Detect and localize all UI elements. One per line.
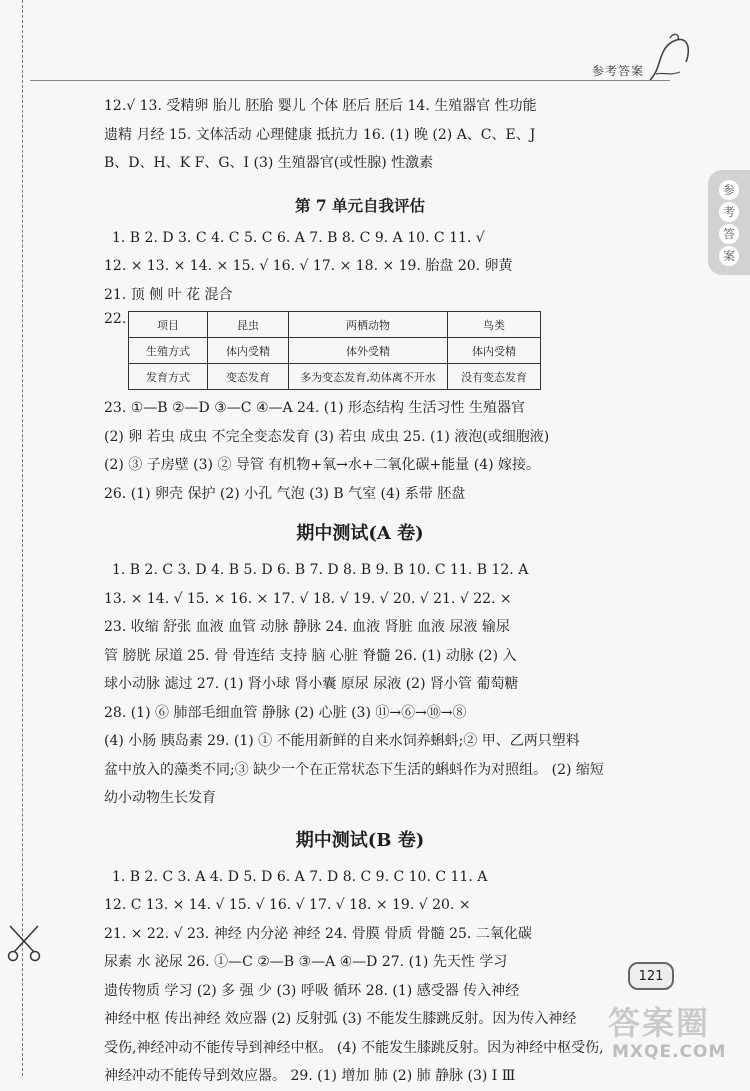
table-cell: 生殖方式 [129,338,208,364]
table-header-cell: 昆虫 [208,312,289,338]
side-tab-char: 案 [719,246,739,266]
table-header-cell: 两栖动物 [289,312,448,338]
answer-line: 12. C 13. × 14. √ 15. √ 16. √ 17. √ 18. × 19. √ 20. × [104,897,471,913]
side-tab-char: 答 [719,224,739,244]
table-header-cell: 项目 [129,312,208,338]
header-label: 参考答案 [592,64,645,78]
answer-line: 尿素 水 泌尿 26. ①—C ②—B ③—A ④—D 27. (1) 先天性 学习 [104,954,508,970]
watermark-logo: 答案圈 [608,1004,711,1042]
midterm-a-section [104,512,616,813]
section-title: 第 7 单元自我评估 [294,195,426,215]
answer-line: B、D、H、K F、G、I (3) 生殖器官(或性腺) 性激素 [104,155,434,171]
answer-line: 21. × 22. √ 23. 神经 内分泌 神经 24. 骨膜 骨质 骨髓 25. 二氧化碳 [104,925,532,942]
answer-line: 神经冲动不能传导到效应器。 29. (1) 增加 肺 (2) 肺 静脉 (3) Ⅰ Ⅲ [104,1068,516,1084]
table-cell: 变态发育 [208,364,289,390]
table-header-cell: 鸟类 [448,312,541,338]
page-number: 121 [628,962,674,990]
answer-line: (4) 小肠 胰岛素 29. (1) ① 不能用新鲜的自来水饲养蝌蚪;② 甲、乙两只塑料 [104,733,580,749]
answer-content [104,92,616,1091]
table-cell: 体外受精 [289,338,448,364]
table-row [129,364,541,390]
answer-line: 28. (1) ⑥ 肺部毛细血管 静脉 (2) 心脏 (3) ⑪→⑥→⑩→⑧ [104,704,467,721]
decorative-swirl-icon [640,28,700,88]
side-tab-char: 参 [719,180,739,200]
table-cell: 体内受精 [448,338,541,364]
prev-block [104,92,616,178]
answer-line: 幼小动物生长发育 [104,790,216,806]
answer-line: 12. × 13. × 14. × 15. √ 16. √ 17. × 18. × 19. 胎盘 20. 卵黄 [104,258,513,274]
answer-line: 盆中放入的藻类不同;③ 缺少一个在正常状态下生活的蝌蚪作为对照组。 (2) 缩短 [104,761,604,778]
comparison-table [128,311,541,390]
table-row [129,338,541,364]
table-cell: 发育方式 [129,364,208,390]
answer-line: 26. (1) 卵壳 保护 (2) 小孔 气泡 (3) B 气室 (4) 系带 胚盘 [104,485,466,502]
question-number: 22. [104,311,127,327]
answer-line: 1. B 2. C 3. D 4. B 5. D 6. B 7. D 8. B 9. B 10. C 11. B 12. A [112,562,529,578]
table-header-row [129,312,541,338]
answer-line: 遗传物质 学习 (2) 多 强 少 (3) 呼吸 循环 28. (1) 感受器 传入神经 [104,982,520,999]
answer-line: 21. 顶 侧 叶 花 混合 [104,286,233,303]
answer-line: 1. B 2. D 3. C 4. C 5. C 6. A 7. B 8. C 9. A 10. C 11. √ [112,229,485,246]
section-title: 期中测试(A 卷) [296,523,424,544]
unit7-section [104,188,616,509]
section-title: 期中测试(B 卷) [295,829,425,851]
answer-line: 12.√ 13. 受精卵 胎儿 胚胎 婴儿 个体 胚后 胚后 14. 生殖器官 性功能 [104,98,537,114]
header-rule [30,80,670,81]
answer-line: 1. B 2. C 3. A 4. D 5. D 6. A 7. D 8. C 9. C 10. C 11. A [112,868,488,885]
answer-line: 球小动脉 滤过 27. (1) 肾小球 肾小囊 原尿 尿液 (2) 肾小管 葡萄糖 [104,676,519,692]
answer-line: (2) 卵 若虫 成虫 不完全变态发育 (3) 若虫 成虫 25. (1) 液泡(或细胞液) [104,428,550,445]
answer-line: 23. ①—B ②—D ③—C ④—A 24. (1) 形态结构 生活习性 生殖器官 [104,400,525,416]
side-tab-char: 考 [719,202,739,222]
answer-line: (2) ③ 子房壁 (3) ② 导管 有机物+氧→水+二氧化碳+能量 (4) 嫁接。 [104,457,541,473]
table-cell: 没有变态发育 [448,364,541,390]
side-tab [708,170,750,275]
answer-line: 13. × 14. √ 15. × 16. × 17. √ 18. √ 19. √ 20. √ 21. √ 22. × [104,590,512,607]
q22-row [104,311,616,390]
watermark-url: MXQE.COM [612,1042,727,1062]
scissors-icon [6,922,42,962]
answer-line: 23. 收缩 舒张 血液 血管 动脉 静脉 24. 血液 肾脏 血液 尿液 输尿 [104,619,510,635]
answer-line: 神经中枢 传出神经 效应器 (2) 反射弧 (3) 不能发生膝跳反射。因为传入神经 [104,1011,577,1027]
table-cell: 体内受精 [208,338,289,364]
left-margin-cut-line [22,0,23,1076]
answer-line: 受伤,神经冲动不能传导到神经中枢。 (4) 不能发生膝跳反射。因为神经中枢受伤, [104,1039,604,1056]
answer-line: 管 膀胱 尿道 25. 骨 骨连结 支持 脑 心脏 脊髓 26. (1) 动脉 (2) 入 [104,647,517,664]
midterm-b-section [104,819,616,1091]
answer-line: 遗精 月经 15. 文体活动 心理健康 抵抗力 16. (1) 晚 (2) A、C、E、J [104,126,536,143]
table-cell: 多为变态发育,幼体离不开水 [289,364,448,390]
